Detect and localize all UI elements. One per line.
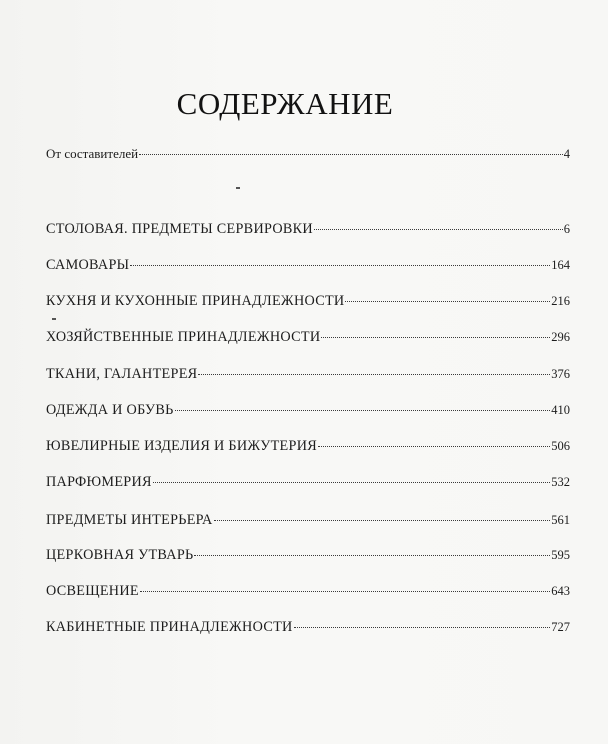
toc-entry-perfumery[interactable]	[46, 474, 570, 491]
toc-entry-label: ТКАНИ, ГАЛАНТЕРЕЯ	[46, 366, 198, 382]
table-of-contents	[46, 0, 570, 744]
page-title: СОДЕРЖАНИЕ	[176, 86, 394, 121]
dot-leader	[314, 228, 563, 230]
toc-entry-preface[interactable]	[46, 146, 570, 162]
print-speck	[236, 187, 240, 189]
dot-leader	[130, 264, 550, 266]
toc-entry-label: ОДЕЖДА И ОБУВЬ	[46, 402, 174, 418]
toc-entry-page: 164	[551, 258, 570, 272]
toc-entry-interior[interactable]	[46, 512, 570, 529]
toc-entry-label: СТОЛОВАЯ. ПРЕДМЕТЫ СЕРВИРОВКИ	[46, 221, 313, 237]
toc-entry-jewelry[interactable]	[46, 438, 570, 455]
toc-entry-label: ЦЕРКОВНАЯ УТВАРЬ	[46, 547, 194, 563]
dot-leader	[139, 153, 563, 155]
toc-entry-page: 376	[551, 367, 570, 381]
toc-entry-page: 506	[551, 439, 570, 453]
toc-entry-label: ЮВЕЛИРНЫЕ ИЗДЕЛИЯ И БИЖУТЕРИЯ	[46, 438, 318, 454]
dot-leader	[214, 519, 551, 521]
toc-entry-label: ПРЕДМЕТЫ ИНТЕРЬЕРА	[46, 512, 213, 528]
toc-entry-textiles[interactable]	[46, 366, 570, 383]
toc-entry-label: ХОЗЯЙСТВЕННЫЕ ПРИНАДЛЕЖНОСТИ	[46, 329, 321, 345]
toc-entry-page: 561	[551, 513, 570, 527]
toc-entry-page: 643	[551, 584, 570, 598]
dot-leader	[175, 409, 551, 411]
toc-entry-clothing[interactable]	[46, 402, 570, 419]
dot-leader	[294, 626, 551, 628]
dot-leader	[194, 554, 550, 556]
toc-entry-kitchen[interactable]	[46, 293, 570, 310]
toc-entry-page: 532	[551, 475, 570, 489]
toc-entry-dining[interactable]	[46, 221, 570, 238]
dot-leader	[198, 373, 550, 375]
dot-leader	[345, 300, 550, 302]
toc-entry-label: ОСВЕЩЕНИЕ	[46, 583, 139, 599]
toc-entry-label: ПАРФЮМЕРИЯ	[46, 474, 152, 490]
print-speck	[52, 318, 56, 320]
toc-entry-label: КУХНЯ И КУХОННЫЕ ПРИНАДЛЕЖНОСТИ	[46, 293, 345, 309]
toc-entry-page: 595	[551, 548, 570, 562]
toc-entry-page: 727	[551, 620, 570, 634]
toc-entry-label: САМОВАРЫ	[46, 257, 130, 273]
dot-leader	[321, 336, 550, 338]
dot-leader	[140, 590, 550, 592]
toc-entry-lighting[interactable]	[46, 583, 570, 600]
toc-entry-samovars[interactable]	[46, 257, 570, 274]
toc-entry-label: КАБИНЕТНЫЕ ПРИНАДЛЕЖНОСТИ	[46, 619, 293, 635]
toc-entry-household[interactable]	[46, 329, 570, 346]
toc-entry-page: 6	[563, 222, 570, 236]
toc-entry-study[interactable]	[46, 619, 570, 636]
toc-entry-page: 410	[551, 403, 570, 417]
toc-entry-page: 4	[563, 147, 570, 161]
dot-leader	[153, 481, 550, 483]
toc-entry-page: 296	[551, 330, 570, 344]
dot-leader	[318, 445, 550, 447]
toc-entry-page: 216	[551, 294, 570, 308]
toc-entry-label: От составителей	[46, 146, 139, 161]
toc-entry-church[interactable]	[46, 547, 570, 564]
